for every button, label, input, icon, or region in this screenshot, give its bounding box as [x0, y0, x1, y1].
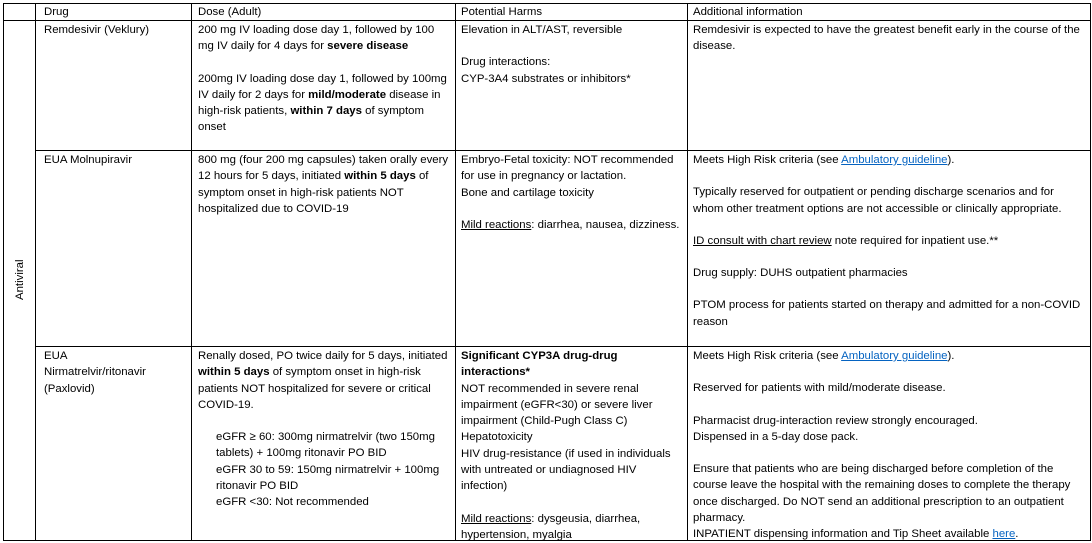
cyp3a-warning: Significant CYP3A drug-drug interactions*	[461, 350, 618, 379]
drug-name: EUA	[44, 350, 68, 362]
row-molnupiravir-info	[693, 152, 1085, 330]
harm-text: Hepatotoxicity	[461, 431, 533, 444]
info-text: PTOM process for patients started on therapy and admitted for a non-COVID reason	[693, 299, 1081, 328]
harm-text: Elevation in ALT/AST, reversible	[461, 24, 623, 36]
info-text: ).	[947, 154, 955, 166]
egfr-dose: eGFR ≥ 60: 300mg nirmatrelvir (two 150mg tablets) + 100mg ritonavir PO BID	[216, 431, 435, 460]
info-text: Pharmacist drug-interaction review strongly encouraged.	[693, 414, 978, 427]
row-paxlovid-drug	[44, 348, 189, 397]
header-drug: Drug	[44, 6, 69, 18]
row-paxlovid-info	[693, 348, 1085, 543]
info-text: note required for inpatient use.**	[831, 234, 999, 247]
info-text: Dispensed in a 5-day dose pack.	[693, 430, 859, 443]
header-dose: Dose (Adult)	[198, 6, 262, 18]
harm-text: HIV drug-resistance (if used in individuals with untreated or undiagnosed HIV infection)	[461, 447, 671, 493]
info-text: Meets High Risk criteria (see	[693, 154, 842, 166]
drug-name: (Paxlovid)	[44, 382, 95, 395]
dose-emphasis: within 5 days	[344, 170, 416, 183]
row-molnupiravir-dose	[198, 152, 450, 217]
dose-text: 200 mg IV loading dose day 1, followed by 100 mg IV daily for 4 days for	[198, 24, 435, 53]
info-text: ).	[947, 350, 955, 362]
ambulatory-guideline-link[interactable]: Ambulatory guideline	[841, 350, 948, 362]
harm-text: Embryo-Fetal toxicity: NOT recommended for use in pregnancy or lactation.	[461, 154, 674, 183]
dose-emphasis: severe disease	[327, 40, 409, 53]
row-paxlovid-dose	[198, 348, 450, 511]
header-info: Additional information	[693, 6, 803, 18]
harm-text: Drug interactions:	[461, 56, 551, 69]
row-remdesivir-dose	[198, 22, 450, 136]
mild-reactions-label: Mild reactions	[461, 512, 532, 525]
info-text: Meets High Risk criteria (see	[693, 350, 842, 362]
info-text: Remdesivir is expected to have the greatest benefit early in the course of the disease.	[693, 24, 1080, 53]
row-remdesivir-harms	[461, 22, 683, 87]
info-text: Drug supply: DUHS outpatient pharmacies	[693, 267, 908, 280]
harm-text: : dysgeusia, diarrhea, hypertension, myalgia	[461, 512, 641, 541]
id-consult-label: ID consult with chart review	[693, 234, 832, 247]
dose-text: of symptom onset in high-risk patients NOT hospitalized due to COVID-19	[198, 170, 429, 215]
dose-emphasis: mild/moderate	[308, 88, 387, 101]
category-label: Antiviral	[14, 259, 26, 300]
row-remdesivir-drug	[44, 22, 189, 38]
dose-text: disease in high-risk patients,	[198, 88, 441, 118]
drug-name: Remdesivir (Veklury)	[44, 24, 150, 36]
dose-emphasis: within 5 days	[198, 366, 270, 379]
harm-text: CYP-3A4 substrates or inhibitors*	[461, 72, 631, 85]
ambulatory-guideline-link[interactable]: Ambulatory guideline	[841, 154, 948, 166]
info-text: Ensure that patients who are being discharged before completion of the course leave the hospital with the remaining doses to complete the therapy once discharged. Do NOT send an additional prescription to an outpatient pharmacy.	[693, 463, 1071, 525]
info-text: .	[1015, 528, 1019, 541]
harm-text: Bone and cartilage toxicity	[461, 186, 594, 199]
egfr-dose: eGFR 30 to 59: 150mg nirmatrelvir + 100mg ritonavir PO BID	[216, 463, 440, 493]
info-text: Reserved for patients with mild/moderate disease.	[693, 382, 946, 395]
drug-name: EUA Molnupiravir	[44, 154, 132, 166]
dose-text: of symptom onset in high-risk patients NOT hospitalized for severe or critical COVID-19.	[198, 366, 431, 411]
dose-text: 200mg IV loading dose day 1, followed by 100mg IV daily for 2 days for	[198, 72, 447, 101]
dose-text: 800 mg (four 200 mg capsules) taken orally every 12 hours for 5 days, initiated	[198, 154, 449, 183]
row-paxlovid-harms	[461, 348, 683, 543]
harm-text: : diarrhea, nausea, dizziness.	[531, 218, 680, 231]
row-molnupiravir-drug	[44, 152, 189, 168]
mild-reactions-label: Mild reactions	[461, 218, 532, 231]
header-harms: Potential Harms	[461, 6, 543, 18]
dose-text: of symptom onset	[198, 105, 424, 134]
row-molnupiravir-harms	[461, 152, 683, 233]
tip-sheet-link[interactable]: here	[992, 528, 1016, 541]
info-text: Typically reserved for outpatient or pending discharge scenarios and for whom other treatment options are not accessible or clinically appropriate.	[693, 186, 1062, 215]
egfr-dose: eGFR <30: Not recommended	[216, 496, 369, 509]
drug-name: Nirmatrelvir/ritonavir	[44, 366, 146, 379]
harm-text: NOT recommended in severe renal impairment (eGFR<30) or severe liver impairment (Child-Pugh Class C)	[461, 382, 653, 428]
dose-text: Renally dosed, PO twice daily for 5 days, initiated	[198, 350, 448, 362]
dose-emphasis: within 7 days	[290, 105, 362, 118]
row-remdesivir-info	[693, 22, 1085, 55]
info-text: INPATIENT dispensing information and Tip Sheet available	[693, 528, 993, 541]
